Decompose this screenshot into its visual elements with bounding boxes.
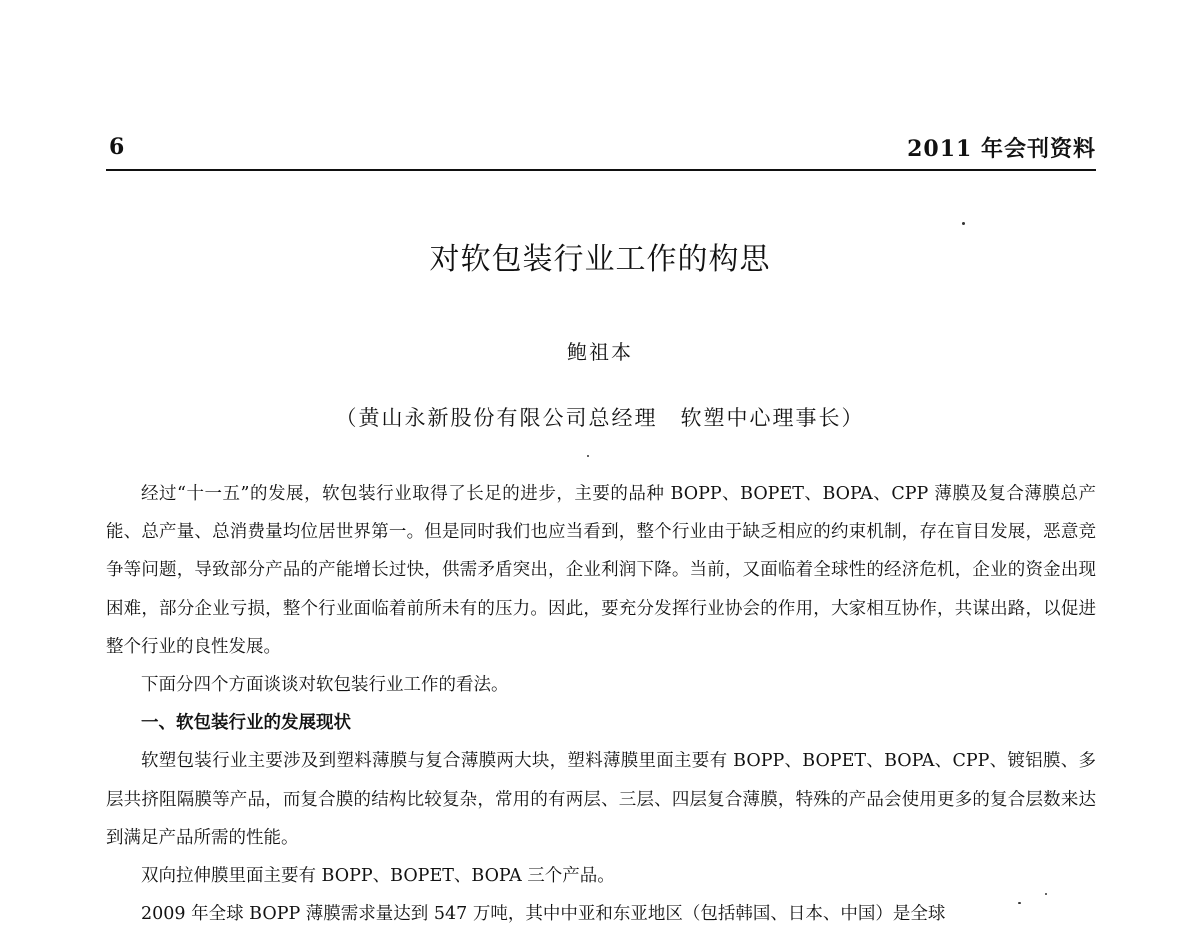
journal-title: 2011 年会刊资料 (907, 136, 1096, 162)
author-affiliation: （黄山永新股份有限公司总经理 软塑中心理事长） (335, 406, 865, 430)
article-title: 对软包装行业工作的构思 (429, 242, 771, 277)
scan-speck (962, 222, 965, 225)
page-header (106, 128, 1096, 170)
header-divider (106, 169, 1096, 171)
article-body (106, 475, 1096, 933)
paragraph-intro: 经过“十一五”的发展，软包装行业取得了长足的进步，主要的品种 BOPP、BOPET、BOPA、CPP 薄膜及复合薄膜总产能、总产量、总消费量均位居世界第一。但是同时我们也应当看到，整个行业由于缺乏相应的约束机制，存在盲目发展，恶意竞争等问题，导致部分产品的产能增长过快，供需矛盾突出，企业利润下降。当前，又面临着全球性的经济危机，企业的资金出现困难，部分企业亏损，整个行业面临着前所未有的压力。因此，要充分发挥行业协会的作用，大家相互协作，共谋出路，以促进整个行业的良性发展。 (106, 484, 1096, 657)
paragraph-film-categories: 软塑包装行业主要涉及到塑料薄膜与复合薄膜两大块，塑料薄膜里面主要有 BOPP、BOPET、BOPA、CPP、镀铝膜、多层共挤阻隔膜等产品，而复合膜的结构比较复杂，常用的有两层、三层、四层复合薄膜，特殊的产品会使用更多的复合层数来达到满足产品所需的性能。 (106, 751, 1096, 848)
paragraph-outline: 下面分四个方面谈谈对软包装行业工作的看法。 (141, 675, 509, 696)
paragraph-bopp-demand: 2009 年全球 BOPP 薄膜需求量达到 547 万吨，其中中亚和东亚地区（包括韩国、日本、中国）是全球 (141, 904, 946, 925)
page-number: 6 (109, 134, 125, 160)
scan-speck (587, 455, 589, 457)
author-name: 鲍祖本 (567, 340, 633, 364)
section-heading-1: 一、软包装行业的发展现状 (141, 713, 351, 734)
paragraph-biaxial-films: 双向拉伸膜里面主要有 BOPP、BOPET、BOPA 三个产品。 (141, 866, 615, 887)
